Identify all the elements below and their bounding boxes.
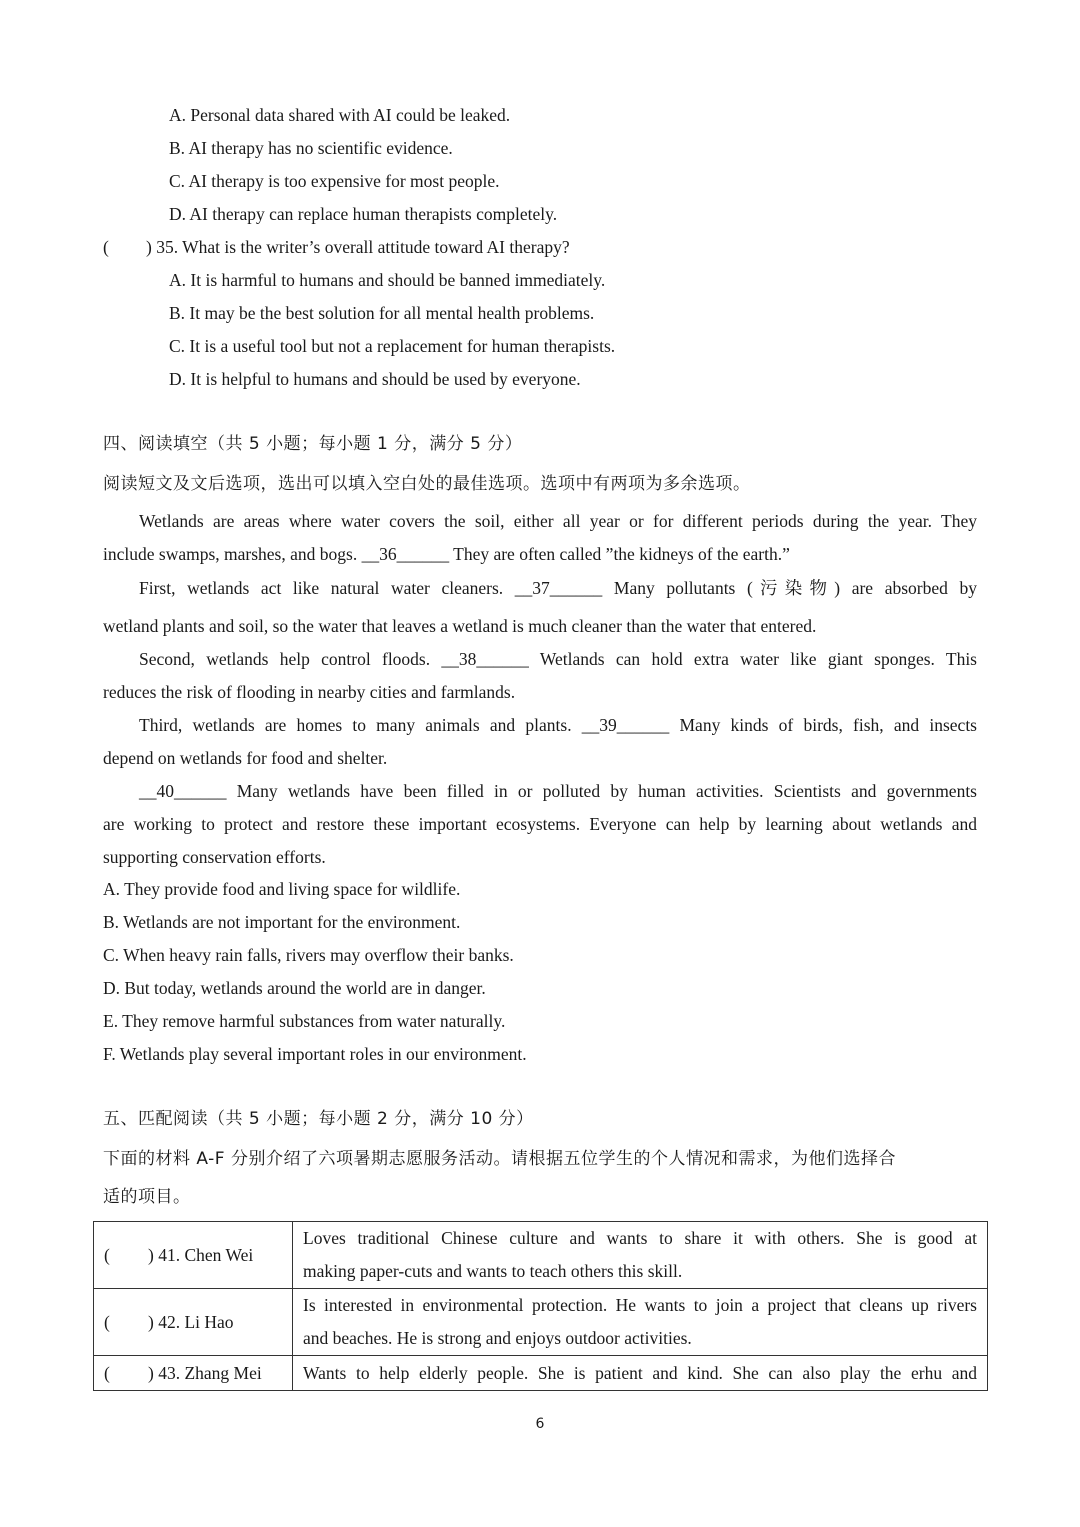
table-row [94, 1222, 988, 1289]
question-cell [94, 1356, 293, 1391]
description-cell [293, 1222, 988, 1289]
section5-heading: 五、匹配阅读（共 5 小题；每小题 2 分，满分 10 分） [103, 1109, 534, 1129]
section5-instruction-line2: 适的项目。 [103, 1187, 191, 1207]
q34-option-c: C. AI therapy is too expensive for most people. [169, 171, 500, 191]
q34-option-a: A. Personal data shared with AI could be leaked. [169, 105, 511, 125]
passage-p3-line1: Second, wetlands help control floods. __38______ Wetlands can hold extra water like giant sponges. This [139, 649, 977, 669]
q34-option-b: B. AI therapy has no scientific evidence. [169, 138, 453, 158]
answer-paren: ( [104, 1311, 110, 1332]
section4-option-e: E. They remove harmful substances from water naturally. [103, 1011, 506, 1031]
passage-p1-line1: Wetlands are areas where water covers the soil, either all year or for different periods during the year. They [139, 511, 977, 531]
answer-paren: ( [104, 1362, 110, 1383]
section4-option-a: A. They provide food and living space for wildlife. [103, 879, 461, 899]
question-label: ) 42. Li Hao [148, 1311, 234, 1332]
description-cell [293, 1356, 988, 1391]
description-line: Is interested in environmental protection. He wants to join a project that cleans up rivers [303, 1295, 977, 1315]
table-row [94, 1289, 988, 1356]
q35-option-d: D. It is helpful to humans and should be used by everyone. [169, 369, 581, 389]
passage-p5-line2: are working to protect and restore these important ecosystems. Everyone can help by learning about wetlands and [103, 814, 977, 834]
section4-option-c: C. When heavy rain falls, rivers may overflow their banks. [103, 945, 514, 965]
question-cell [94, 1222, 293, 1289]
passage-p1-line2: include swamps, marshes, and bogs. __36______ They are often called ”the kidneys of the earth.” [103, 544, 790, 564]
passage-p5-line3: supporting conservation efforts. [103, 847, 326, 867]
description-line: and beaches. He is strong and enjoys outdoor activities. [303, 1328, 692, 1348]
q34-option-d: D. AI therapy can replace human therapists completely. [169, 204, 558, 224]
description-cell [293, 1289, 988, 1356]
passage-p5-line1: __40______ Many wetlands have been filled in or polluted by human activities. Scientists and governments [139, 781, 977, 801]
passage-p2-line1: First, wetlands act like natural water cleaners. __37______ Many pollutants (污染物) are absorbed by [139, 578, 977, 598]
table-row [94, 1356, 988, 1391]
description-line: Wants to help elderly people. She is patient and kind. She can also play the erhu and [303, 1362, 977, 1383]
passage-p3-line2: reduces the risk of flooding in nearby cities and farmlands. [103, 682, 516, 702]
section4-option-f: F. Wetlands play several important roles in our environment. [103, 1044, 527, 1064]
passage-p4-line1: Third, wetlands are homes to many animals and plants. __39______ Many kinds of birds, fish, and insects [139, 715, 977, 735]
section4-option-d: D. But today, wetlands around the world are in danger. [103, 978, 486, 998]
question-cell [94, 1289, 293, 1356]
passage-p2-line2: wetland plants and soil, so the water that leaves a wetland is much cleaner than the water that entered. [103, 616, 817, 636]
description-line: making paper-cuts and wants to teach others this skill. [303, 1261, 683, 1281]
section4-heading: 四、阅读填空（共 5 小题；每小题 1 分，满分 5 分） [103, 434, 523, 454]
section4-option-b: B. Wetlands are not important for the environment. [103, 912, 461, 932]
section4-instruction: 阅读短文及文后选项，选出可以填入空白处的最佳选项。选项中有两项为多余选项。 [103, 474, 751, 494]
section5-instruction-line1: 下面的材料 A-F 分别介绍了六项暑期志愿服务活动。请根据五位学生的个人情况和需求，为他们选择合 [103, 1149, 896, 1169]
q35-option-b: B. It may be the best solution for all mental health problems. [169, 303, 595, 323]
question-label: ) 43. Zhang Mei [148, 1362, 262, 1383]
description-line: Loves traditional Chinese culture and wants to share it with others. She is good at [303, 1228, 977, 1248]
q35-option-a: A. It is harmful to humans and should be banned immediately. [169, 270, 606, 290]
q35-stem: ) 35. What is the writer’s overall attitude toward AI therapy? [146, 237, 570, 257]
question-label: ) 41. Chen Wei [148, 1244, 254, 1265]
q35-paren: ( [103, 237, 109, 257]
q35-option-c: C. It is a useful tool but not a replacement for human therapists. [169, 336, 616, 356]
passage-p4-line2: depend on wetlands for food and shelter. [103, 748, 388, 768]
matching-table [93, 1221, 988, 1391]
answer-paren: ( [104, 1244, 110, 1265]
page-number: 6 [535, 1416, 545, 1432]
